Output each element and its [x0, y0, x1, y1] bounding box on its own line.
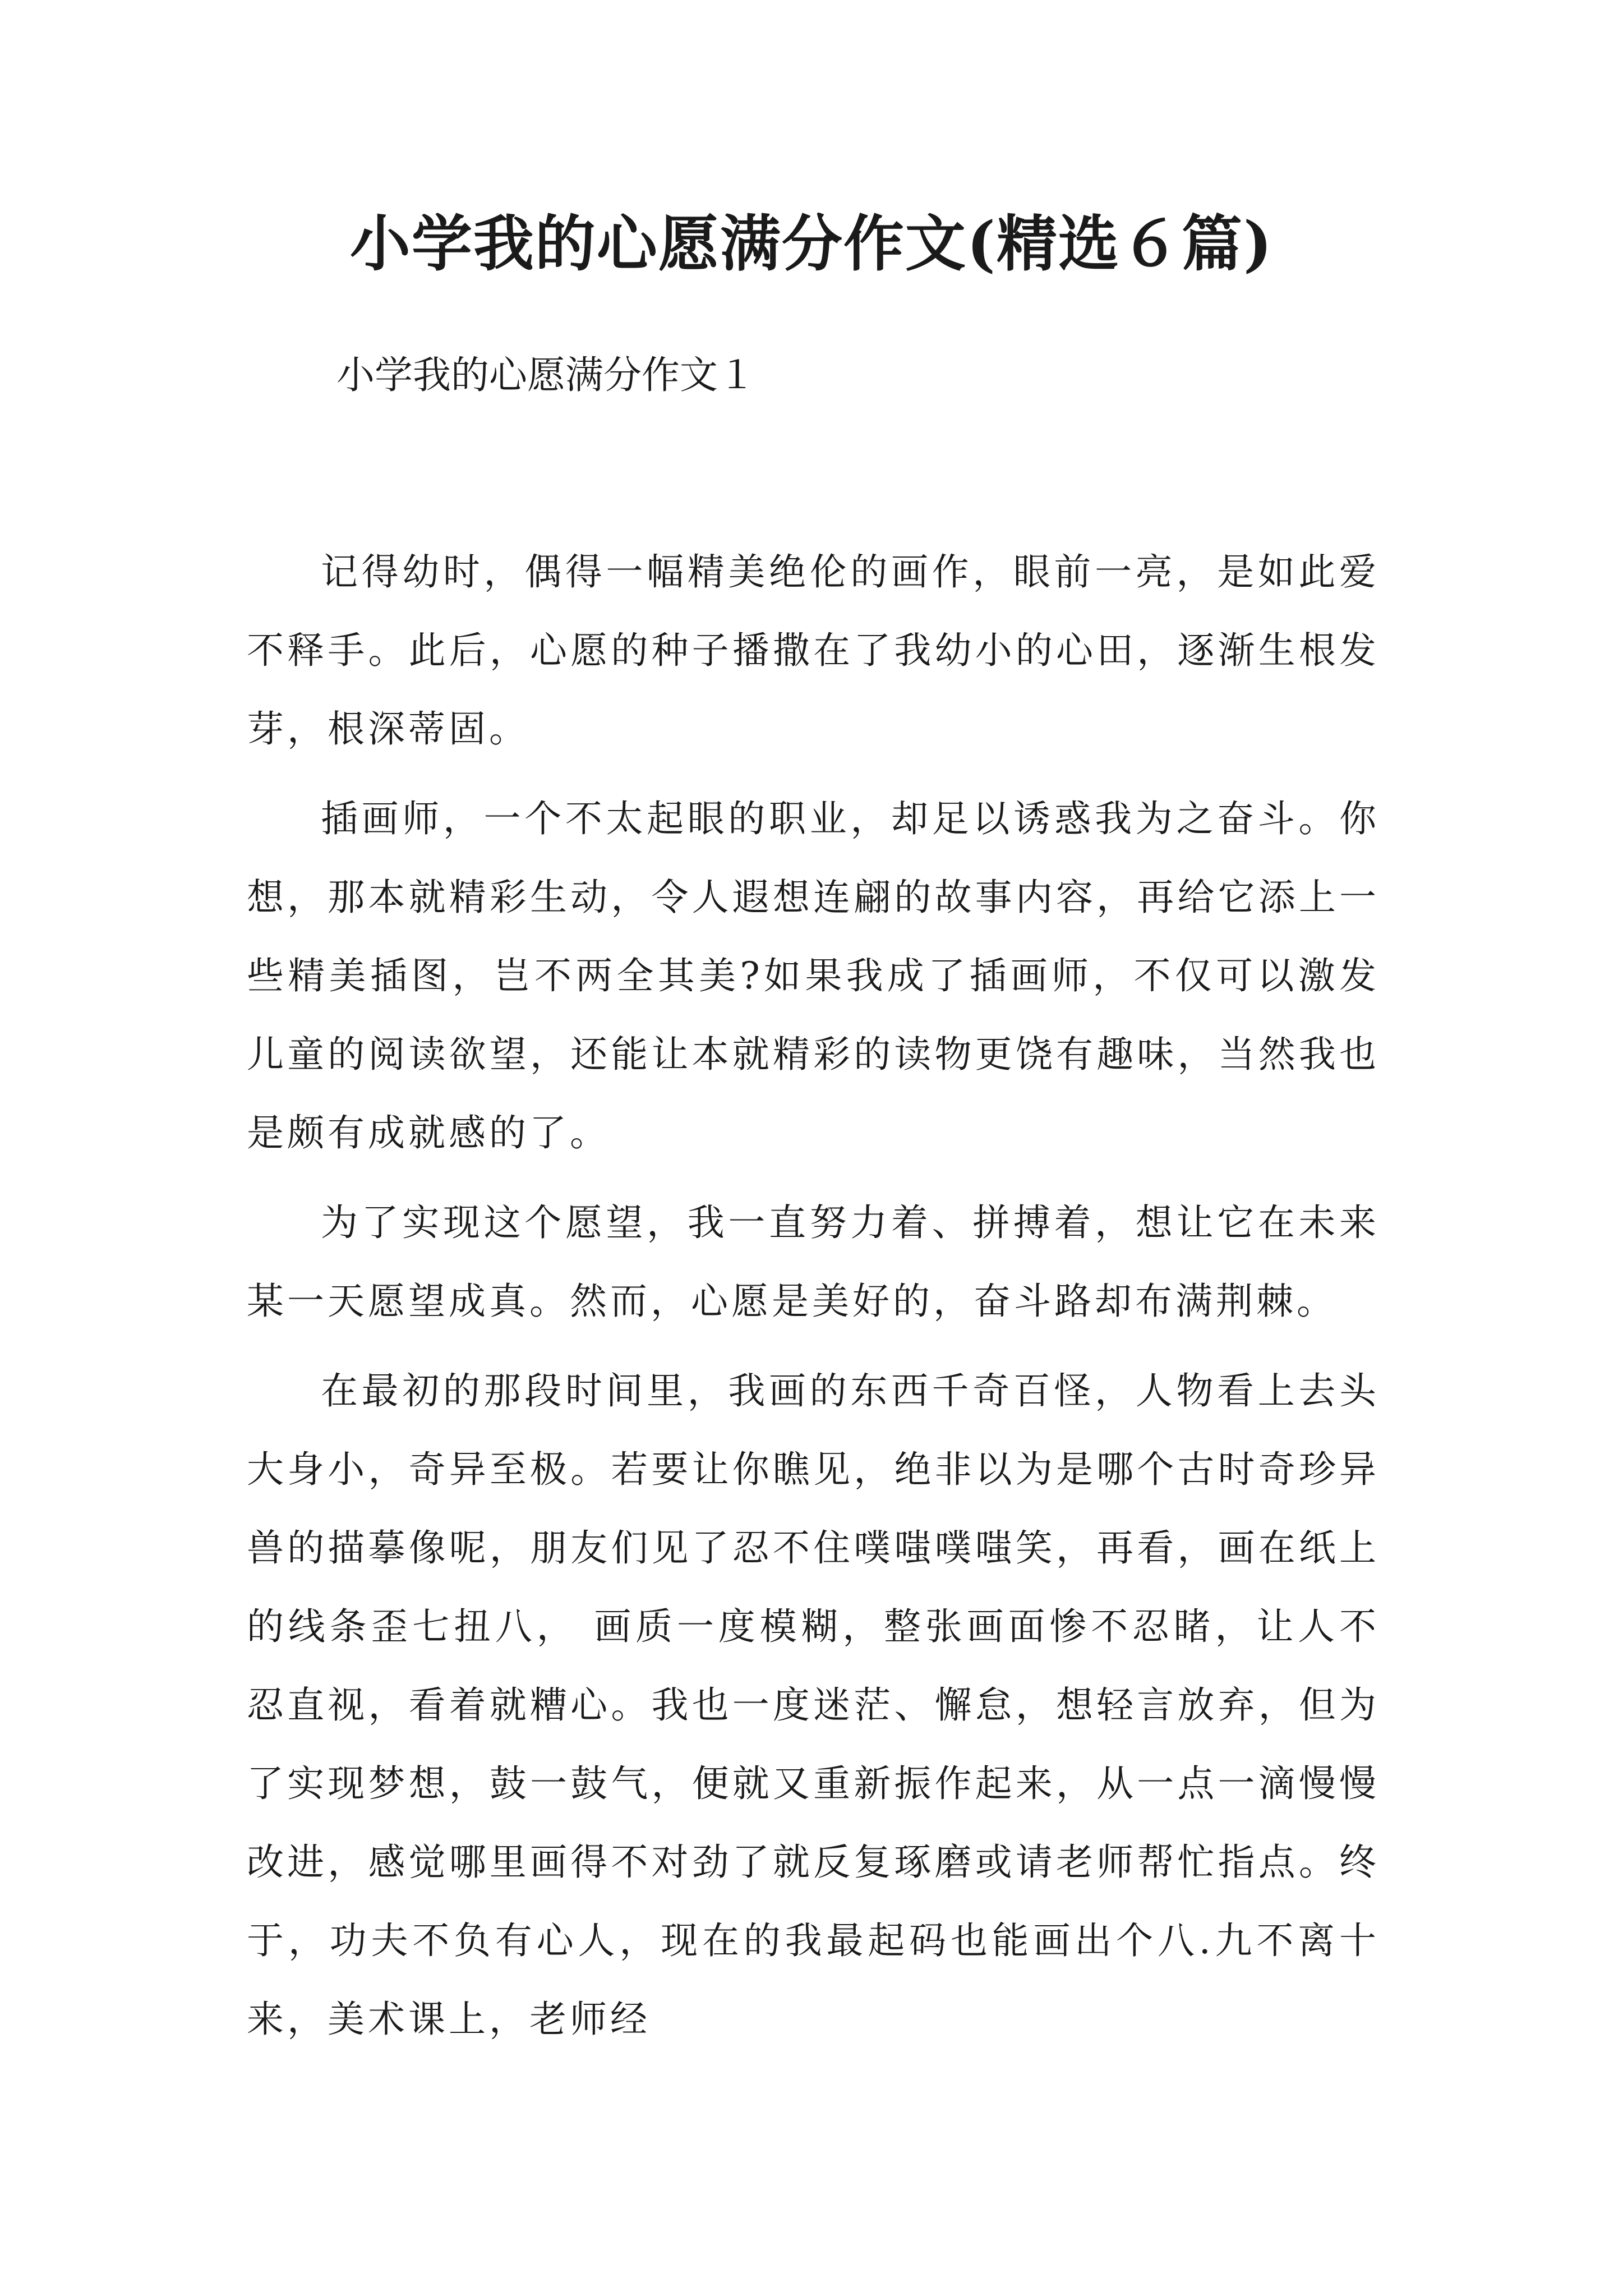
paragraph: 记得幼时，偶得一幅精美绝伦的画作，眼前一亮，是如此爱不释手。此后，心愿的种子播撒在了我幼小的心田，逐渐生根发芽，根深蒂固。 — [247, 550, 1380, 751]
paragraph: 在最初的那段时间里，我画的东西千奇百怪，人物看上去头大身小，奇异至极。若要让你瞧见，绝非以为是哪个古时奇珍异兽的描摹像呢，朋友们见了忍不住噗嗤噗嗤笑，再看，画在纸上的线条歪七扭八， 画质一度模糊，整张画面惨不忍睹，让人不忍直视，看着就糟心。我也一度迷茫、懈怠，想轻言放弃，但为了实现梦想，鼓一鼓气，便就又重新振作起来，从一点一滴慢慢改进，感觉哪里画得不对劲了就反复琢磨或请老师帮忙指点。终于，功夫不负有心人，现在的我最起码也能画出个八.九不离十来，美术课上，老师经 — [247, 1369, 1380, 2041]
paragraph: 为了实现这个愿望，我一直努力着、拼搏着，想让它在未来某一天愿望成真。然而，心愿是美好的，奋斗路却布满荆棘。 — [247, 1201, 1380, 1323]
essay-body — [247, 533, 1380, 2070]
section-heading: 小学我的心愿满分作文１ — [336, 353, 757, 398]
document-title: 小学我的心愿满分作文(精选６篇) — [349, 209, 1274, 279]
paragraph: 插画师，一个不太起眼的职业，却足以诱惑我为之奋斗。你想，那本就精彩生动，令人遐想连翩的故事内容，再给它添上一些精美插图，岂不两全其美?如果我成了插画师，不仅可以激发儿童的阅读欲望，还能让本就精彩的读物更饶有趣味，当然我也是颇有成就感的了。 — [247, 797, 1380, 1154]
